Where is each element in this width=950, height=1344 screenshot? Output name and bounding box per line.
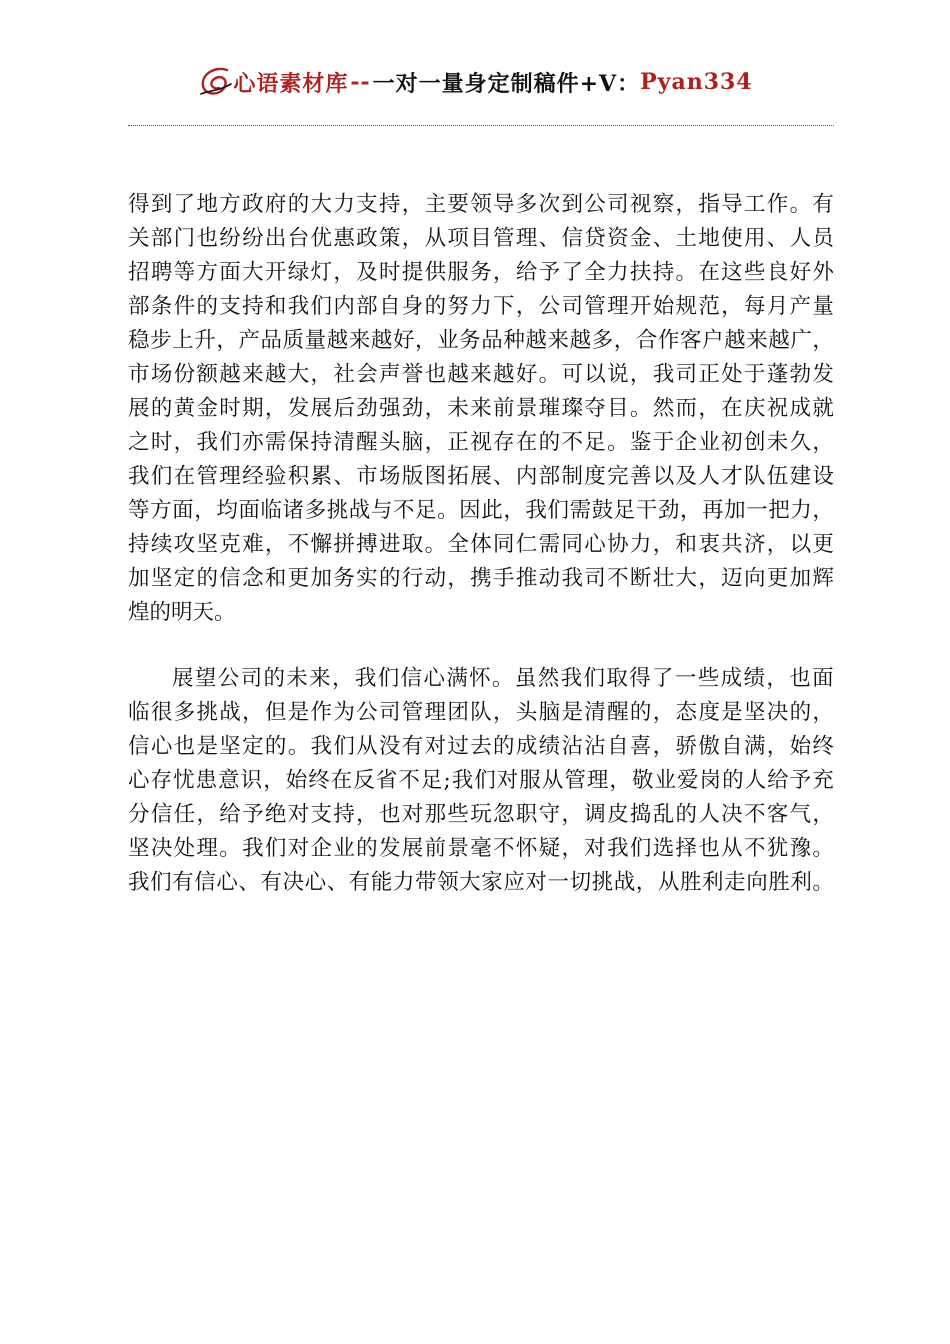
header-divider — [128, 125, 834, 126]
text-line: 临 很 多 挑 战 ， 但 是 作 为 公 司 管 理 团 队 ， 头 脑 是 清 醒 的 ， 态 度 是 坚 决 的 ， — [128, 700, 834, 725]
text-line: 稳 步 上 升 ， 产 品 质 量 越 来 越 好 ， 业 务 品 种 越 来 越 多 ， 合 作 客 户 越 来 越 广 ， — [128, 328, 834, 353]
text-line: 招 聘 等 方 面 大 开 绿 灯 ， 及 时 提 供 服 务 ， 给 予 了 全 力 扶 持 。 在 这 些 良 好 外 — [128, 260, 834, 285]
text-line: 关 部 门 也 纷 纷 出 台 优 惠 政 策 ， 从 项 目 管 理 、 信 贷 资 金 、 土 地 使 用 、 人 员 — [128, 226, 834, 251]
text-line: 持 续 攻 坚 克 难 ， 不 懈 拼 搏 进 取 。 全 体 同 仁 需 同 心 协 力 ， 和 衷 共 济 ， 以 更 — [128, 532, 834, 557]
text-line: 部 条 件 的 支 持 和 我 们 内 部 自 身 的 努 力 下 ， 公 司 管 理 开 始 规 范 ， 每 月 产 量 — [128, 294, 834, 319]
text-line: 展 望 公 司 的 未 来 ， 我 们 信 心 满 怀 。 虽 然 我 们 取 得 了 一 些 成 绩 ， 也 面 — [172, 666, 834, 691]
document-body — [128, 188, 834, 900]
text-line: 之 时 ， 我 们 亦 需 保 持 清 醒 头 脑 ， 正 视 存 在 的 不 足 。 鉴 于 企 业 初 创 未 久 ， — [128, 430, 834, 455]
logo — [197, 64, 348, 100]
text-line: 等 方 面 ， 均 面 临 诸 多 挑 战 与 不 足 。 因 此 ， 我 们 需 鼓 足 干 劲 ， 再 加 一 把 力 ， — [128, 498, 834, 523]
text-line: 煌的明天。 — [128, 600, 236, 625]
text-line: 信 心 也 是 坚 定 的 。 我 们 从 没 有 对 过 去 的 成 绩 沾 沾 自 喜 ， 骄 傲 自 满 ， 始 终 — [128, 734, 834, 759]
text-line: 我 们 在 管 理 经 验 积 累 、 市 场 版 图 拓 展 、 内 部 制 度 完 善 以 及 人 才 队 伍 建 设 — [128, 464, 834, 489]
signature-swirl-icon — [197, 64, 237, 100]
text-line: 得 到 了 地 方 政 府 的 大 力 支 持 ， 主 要 领 导 多 次 到 公 司 视 察 ， 指 导 工 作 。 有 — [128, 192, 834, 217]
text-line: 加 坚 定 的 信 念 和 更 加 务 实 的 行 动 ， 携 手 推 动 我 司 不 断 壮 大 ， 迈 向 更 加 辉 — [128, 566, 834, 591]
text-line: 展 的 黄 金 时 期 ， 发 展 后 劲 强 劲 ， 未 来 前 景 璀 璨 夺 目 。 然 而 ， 在 庆 祝 成 就 — [128, 396, 834, 421]
text-line: 我 们 有 信 心 、 有 决 心 、 有 能 力 带 领 大 家 应 对 一 切 挑 战 ， 从 胜 利 走 向 胜 利 。 — [128, 870, 834, 895]
text-line: 坚 决 处 理 。 我 们 对 企 业 的 发 展 前 景 毫 不 怀 疑 ， 对 我 们 选 择 也 从 不 犹 豫 。 — [128, 836, 834, 861]
page-header — [0, 62, 950, 102]
header-slogan: 一对一量身定制稿件+V： — [372, 70, 641, 97]
text-line: 分 信 任 ， 给 予 绝 对 支 持 ， 也 对 那 些 玩 忽 职 守 ， 调 皮 捣 乱 的 人 决 不 客 气 ， — [128, 802, 834, 827]
text-line: 市 场 份 额 越 来 越 大 ， 社 会 声 誉 也 越 来 越 好 。 可 以 说 ， 我 司 正 处 于 蓬 勃 发 — [128, 362, 834, 387]
header-contact: Pyan334 — [640, 69, 753, 95]
brand-name: 心语素材库 — [233, 70, 349, 97]
header-separator: -- — [350, 69, 371, 95]
text-line: 心 存 忧 患 意 识 ， 始 终 在 反 省 不 足 ; 我 们 对 服 从 管 理 ， 敬 业 爱 岗 的 人 给 予 充 — [128, 768, 834, 793]
